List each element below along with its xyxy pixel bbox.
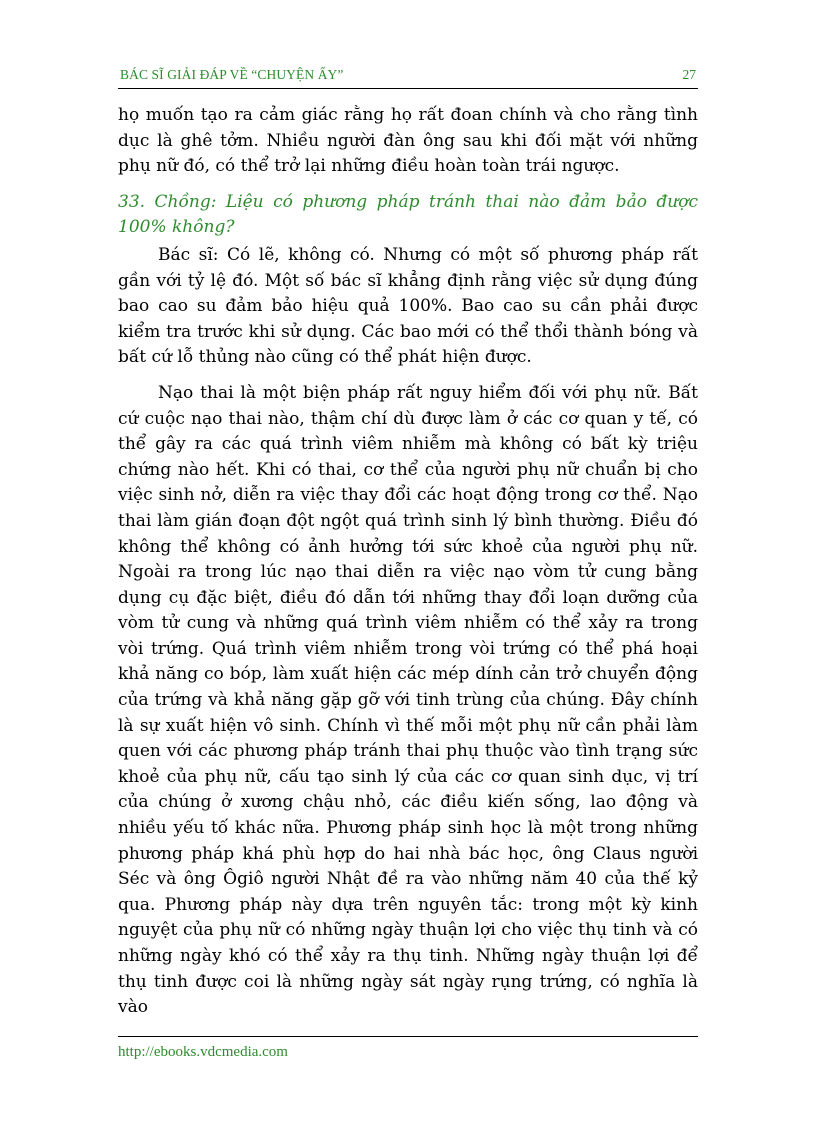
footer-divider [118,1036,698,1037]
answer-paragraph-2: Nạo thai là một biện pháp rất nguy hiểm đối với phụ nữ. Bất cứ cuộc nạo thai nào, thậm chí dù được làm ở các cơ quan y tế, có thể gây ra các quá trình viêm nhiễm mà không có bất kỳ triệu chứng nào hết. Khi có thai, cơ thể của người phụ nữ chuẩn bị cho việc sinh nở, diễn ra việc thay đổi các hoạt động trong cơ thể. Nạo thai làm gián đoạn đột ngột quá trình sinh lý bình thường. Điều đó không thể không có ảnh hưởng tới sức khoẻ của người phụ nữ. Ngoài ra trong lúc nạo thai diễn ra việc nạo vòm tử cung bằng dụng cụ đặc biệt, điều đó dẫn tới những thay đổi loạn dưỡng của vòm tử cung và những quá trình viêm nhiễm có thể xảy ra trong vòi trứng. Quá trình viêm nhiễm trong vòi trứng có thể phá hoại khả năng co bóp, làm xuất hiện các mép dính cản trở chuyển động của trứng và khả năng gặp gỡ với tinh trùng của chúng. Đây chính là sự xuất hiện vô sinh. Chính vì thế mỗi một phụ nữ cần phải làm quen với các phương pháp tránh thai phụ thuộc vào tình trạng sức khoẻ của phụ nữ, cấu tạo sinh lý của các cơ quan sinh dục, vị trí của chúng ở xương chậu nhỏ, các điều kiến sống, lao động và nhiều yếu tố khác nữa. Phương pháp sinh học là một trong những phương pháp khá phù hợp do hai nhà bác học, ông Claus người Séc và ông Ôgiô người Nhật đề ra vào những năm 40 của thế kỷ qua. Phương pháp này dựa trên nguyên tắc: trong một kỳ kinh nguyệt của phụ nữ có những ngày thuận lợi cho việc thụ tinh và có những ngày khó có thể xảy ra thụ tinh. Những ngày thuận lợi để thụ tinh được coi là những ngày sát ngày rụng trứng, có nghĩa là vào [118,382,698,1018]
footer-link[interactable]: http://ebooks.vdcmedia.com [118,1044,288,1060]
answer-paragraph-1: Bác sĩ: Có lẽ, không có. Nhưng có một số phương pháp rất gần với tỷ lệ đó. Một số bác sĩ khẳng định rằng việc sử dụng đúng bao cao su đảm bảo hiệu quả 100%. Bao cao su cần phải được kiểm tra trước khi sử dụng. Các bao mới có thể thổi thành bóng và bất cứ lỗ thủng nào cũng có thể phát hiện được. [118,244,698,368]
page-number: 27 [682,67,696,82]
question-heading: 33. Chồng: Liệu có phương pháp tránh thai nào đảm bảo được 100% không? [118,191,698,238]
running-title: BÁC SĨ GIẢI ĐÁP VỀ “CHUYỆN ẤY” [120,67,344,82]
page-header [118,64,698,89]
intro-paragraph: họ muốn tạo ra cảm giác rằng họ rất đoan chính và cho rằng tình dục là ghê tởm. Nhiều người đàn ông sau khi đối mặt với những phụ nữ đó, có thể trở lại những điều hoàn toàn trái ngược. [118,105,698,177]
page-body [118,103,698,1021]
